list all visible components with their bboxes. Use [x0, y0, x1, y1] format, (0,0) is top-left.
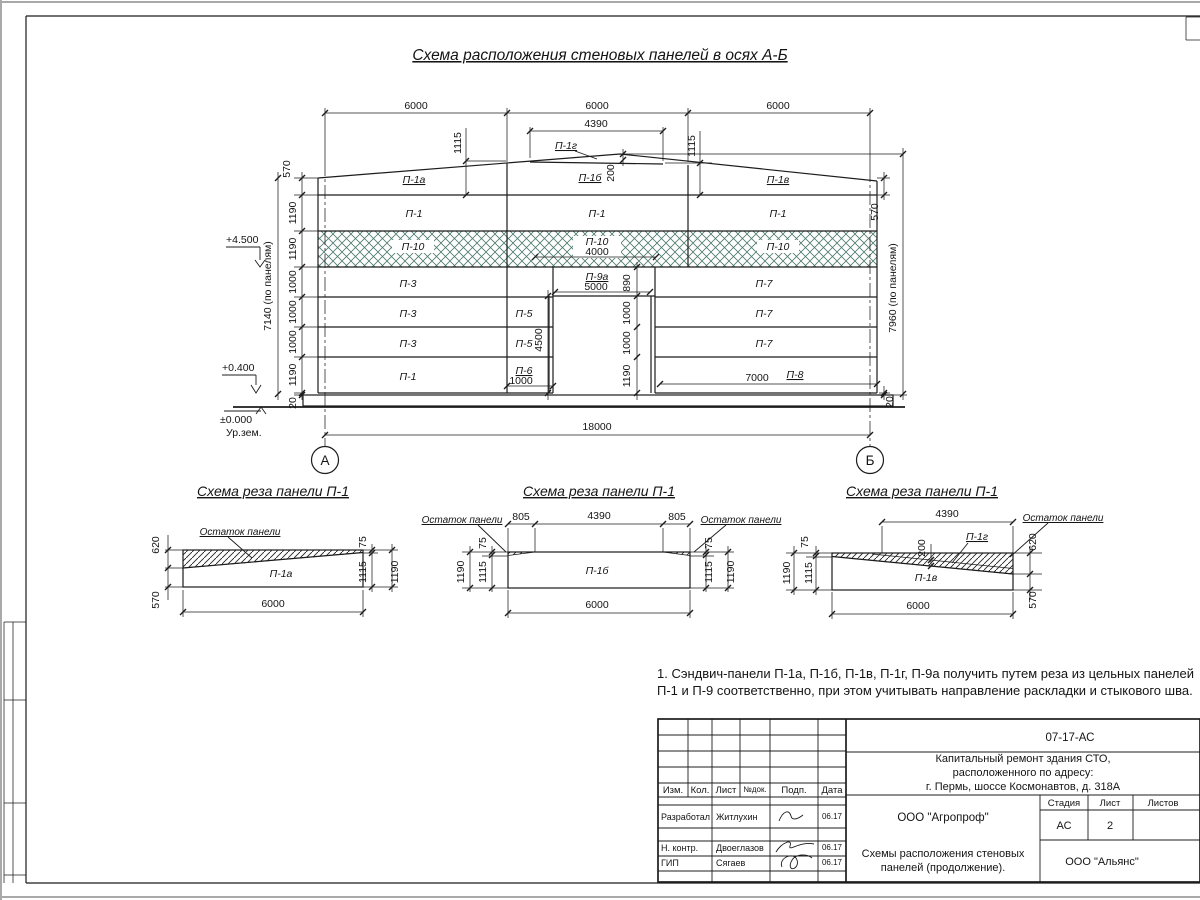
s2-dim-4390: 4390 [587, 510, 611, 522]
dim-7140: 7140 (по панелям) [262, 241, 274, 331]
panel-p10-3: П-10 [766, 241, 790, 253]
tb-sheet-label: Лист [1099, 798, 1121, 809]
s3-dim-1190: 1190 [781, 561, 793, 585]
s3-dim-6000: 6000 [906, 600, 930, 612]
axis-lines [325, 162, 870, 446]
note-line2: П-1 и П-9 соответственно, при этом учитывать направление раскладки и стыкового шва. [657, 683, 1193, 698]
panel-p10-2: П-10 [585, 236, 609, 248]
panel-p6: П-6 [515, 365, 533, 377]
panel-p1-r2: П-1 [588, 208, 606, 220]
tb-header-list: Лист [715, 785, 737, 796]
s1-dim-75: 75 [357, 536, 369, 548]
s2-dim-805-r: 805 [668, 511, 686, 523]
s3-dim-620: 620 [1027, 533, 1039, 551]
dim-1190-l3: 1190 [287, 363, 299, 387]
cut-scheme-1 [165, 483, 398, 617]
tb-sheet-title-line2: панелей (продолжение). [880, 862, 1006, 874]
s1-panel-p1a: П-1а [269, 568, 293, 580]
tb-date-2: 06.17 [821, 843, 843, 852]
s2-dim-75-l: 75 [477, 537, 489, 549]
dim-18000: 18000 [582, 421, 612, 433]
main-elevation [222, 108, 907, 474]
mark-ground: Ур.зем. [226, 427, 262, 439]
s3-dim-1115: 1115 [803, 562, 815, 584]
note-line1: 1. Сэндвич-панели П-1а, П-1б, П-1в, П-1г, П-9а получить путем реза из цельных панелей [657, 666, 1194, 681]
s2-dim-1190-l: 1190 [455, 560, 467, 584]
dim-1115-left: 1115 [452, 132, 464, 154]
dim-4000: 4000 [585, 246, 609, 258]
s3-dim-75: 75 [799, 536, 811, 548]
dim-1115-right: 1115 [686, 135, 698, 157]
tb-header-podp: Подп. [781, 785, 807, 796]
cut-scheme-2 [462, 483, 734, 618]
tb-header-ndok: №док. [743, 785, 767, 794]
s3-panel-p1v: П-1в [914, 572, 938, 584]
tb-date-3: 06.17 [821, 858, 843, 867]
dim-4390-top: 4390 [584, 118, 608, 130]
s3-dim-4390: 4390 [935, 508, 959, 520]
panel-p1-r1: П-1 [405, 208, 423, 220]
signature-3 [781, 855, 812, 869]
s2-dim-805-l: 805 [512, 511, 530, 523]
tb-header-kol: Кол. [690, 785, 710, 796]
s3-panel-p1g: П-1г [965, 531, 989, 543]
labels-layer [150, 100, 1104, 612]
panel-p3-3: П-3 [399, 338, 417, 350]
s1-dim-6000: 6000 [261, 598, 285, 610]
s2-dim-1190-r: 1190 [725, 560, 737, 584]
tb-stage-label: Стадия [1047, 798, 1081, 809]
panel-p3-2: П-3 [399, 308, 417, 320]
dim-1000-d1: 1000 [621, 301, 633, 325]
s1-dim-1115: 1115 [357, 561, 369, 583]
s2-dim-1115-r: 1115 [703, 561, 715, 583]
tb-org-design: ООО "Агропроф" [897, 812, 989, 824]
dim-1190-l1: 1190 [287, 201, 299, 225]
left-margin-boxes [4, 622, 26, 883]
mark-4500: +4.500 [226, 234, 259, 246]
tb-header-data: Дата [821, 785, 843, 796]
dim-570-left: 570 [281, 160, 293, 178]
s2-ostatok-r: Остаток панели [700, 515, 782, 526]
dim-5000: 5000 [584, 281, 608, 293]
tb-header-izm: Изм. [662, 785, 684, 796]
s1-dim-570: 570 [150, 591, 162, 609]
dim-7960: 7960 (по панелям) [887, 243, 899, 333]
tb-sheets-label: Листов [1147, 798, 1179, 809]
tb-sheet-title-line1: Схемы расположения стеновых [861, 848, 1025, 860]
s1-dim-1190: 1190 [389, 560, 401, 584]
tb-role-3: ГИП [661, 858, 679, 868]
dim-1000-l2: 1000 [287, 300, 299, 324]
dim-1190-d: 1190 [621, 364, 633, 388]
tb-date-1: 06.17 [821, 812, 843, 821]
main-title: Схема расположения стеновых панелей в осях А-Б [412, 47, 788, 64]
dim-200-ridge: 200 [605, 164, 617, 182]
s3-dim-570: 570 [1027, 591, 1039, 609]
signature-2 [776, 842, 814, 852]
panel-p1a: П-1а [402, 174, 426, 186]
s2-dim-75-r: 75 [703, 537, 715, 549]
panel-p10-1: П-10 [401, 241, 425, 253]
s3-dim-200: 200 [916, 539, 928, 557]
panel-p1v: П-1в [766, 174, 790, 186]
panel-p1-r3: П-1 [769, 208, 787, 220]
tb-org-contractor: ООО "Альянс" [1065, 856, 1139, 868]
level-marks [222, 247, 266, 414]
panel-p9a: П-9а [585, 271, 609, 283]
axis-letter-a: А [320, 453, 330, 468]
panel-p5-1: П-5 [515, 308, 533, 320]
panel-p3-1: П-3 [399, 278, 417, 290]
dim-570-right: 570 [869, 203, 881, 221]
tb-sheet-value: 2 [1106, 820, 1114, 832]
panel-p5-2: П-5 [515, 338, 533, 350]
panel-p7-2: П-7 [755, 308, 773, 320]
dim-4500-door: 4500 [533, 328, 545, 352]
tb-doc-number: 07-17-АС [1045, 732, 1095, 744]
tb-project-line3: г. Пермь, шоссе Космонавтов, д. 318А [925, 781, 1121, 793]
tb-name-2: Двоеглазов [716, 843, 764, 853]
s1-dim-620: 620 [150, 536, 162, 554]
s3-ostatok: Остаток панели [1022, 513, 1104, 524]
axis-letter-b: Б [865, 453, 875, 468]
dim-1000-l1: 1000 [287, 270, 299, 294]
scheme2-leaders [478, 525, 726, 552]
scheme2-title: Схема реза панели П-1 [523, 483, 675, 499]
s2-ostatok-l: Остаток панели [421, 515, 503, 526]
panel-p1g: П-1г [554, 140, 578, 152]
panel-p7-1: П-7 [755, 278, 773, 290]
s2-panel-p1b: П-1б [585, 565, 609, 577]
dim-890: 890 [621, 274, 633, 292]
tb-role-1: Разработал [661, 812, 710, 822]
note [657, 666, 1194, 698]
tb-project-line1: Капитальный ремонт здания СТО, [935, 753, 1111, 765]
dim-20-right: 20 [884, 396, 896, 408]
signature-1 [779, 812, 803, 821]
s2-dim-6000: 6000 [585, 599, 609, 611]
tb-name-3: Сягаев [716, 858, 746, 868]
dim-20-left: 20 [287, 397, 299, 409]
dim-1000-d2: 1000 [621, 331, 633, 355]
base-plinth [303, 395, 893, 406]
s1-ostatok: Остаток панели [199, 527, 281, 538]
tb-project-line2: расположенного по адресу: [952, 767, 1094, 779]
panel-p8: П-8 [786, 369, 804, 381]
signatures [776, 812, 814, 869]
tb-name-1: Житлухин [716, 812, 758, 822]
panel-p1b: П-1б [578, 172, 602, 184]
dim-6000-bay2: 6000 [585, 100, 609, 112]
dim-1000-l3: 1000 [287, 330, 299, 354]
title-block [658, 719, 1200, 882]
dim-1190-l2: 1190 [287, 237, 299, 261]
s2-dim-1115-l: 1115 [477, 561, 489, 583]
dim-1000-p6: 1000 [509, 375, 533, 387]
dim-6000-bay1: 6000 [404, 100, 428, 112]
scheme3-title: Схема реза панели П-1 [846, 483, 998, 499]
panel-p1-low: П-1 [399, 371, 417, 383]
scheme1-title: Схема реза панели П-1 [197, 483, 349, 499]
tb-role-2: Н. контр. [661, 843, 699, 853]
mark-0400: +0.400 [222, 362, 255, 374]
tb-stage-value: АС [1056, 820, 1072, 832]
corner-doc-box [1186, 17, 1200, 40]
dim-7000: 7000 [745, 372, 769, 384]
mark-0000: ±0.000 [220, 414, 253, 426]
dim-6000-bay3: 6000 [766, 100, 790, 112]
panel-p7-3: П-7 [755, 338, 773, 350]
